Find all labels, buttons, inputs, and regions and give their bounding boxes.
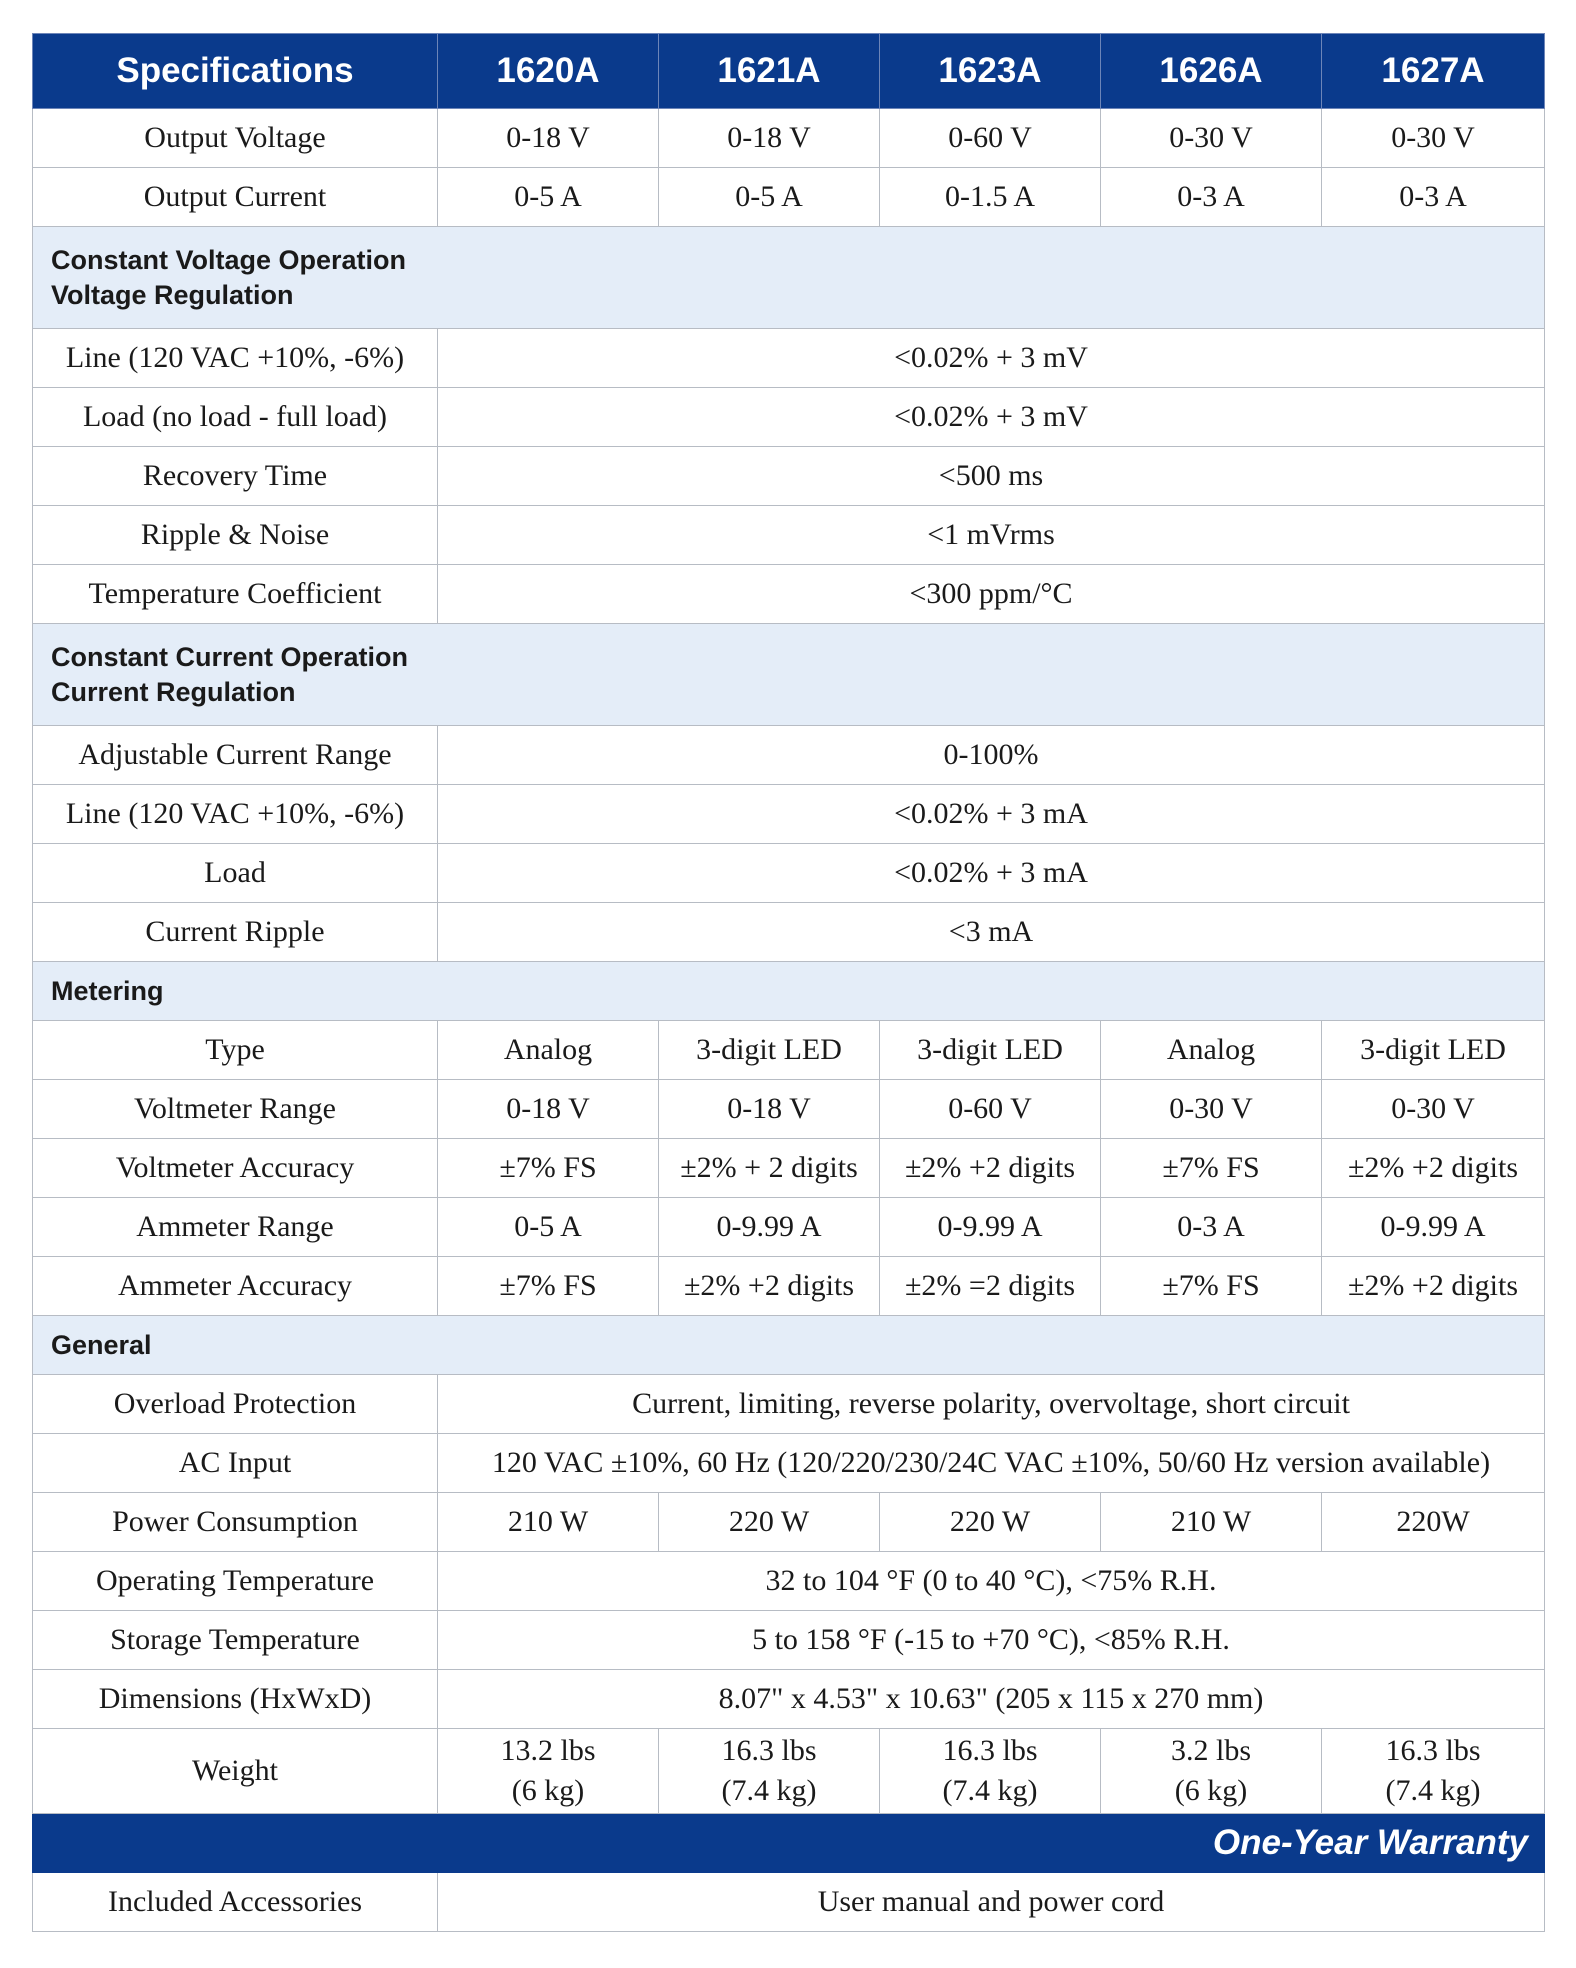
row-temp-coefficient <box>33 565 1545 624</box>
cell-value: 0-3 A <box>1101 168 1322 227</box>
cell-value: 0-30 V <box>1101 1080 1322 1139</box>
row-ammeter-accuracy <box>33 1257 1545 1316</box>
row-label: Recovery Time <box>33 447 438 506</box>
row-included-accessories <box>33 1873 1545 1932</box>
cell-value: ±7% FS <box>438 1257 659 1316</box>
cell-value: 220 W <box>880 1493 1101 1552</box>
row-ac-input <box>33 1434 1545 1493</box>
cell-value: 0-60 V <box>880 1080 1101 1139</box>
warranty-banner <box>33 1814 1545 1873</box>
row-ammeter-range <box>33 1198 1545 1257</box>
cell-value: 0-5 A <box>438 1198 659 1257</box>
row-label: Line (120 VAC +10%, -6%) <box>33 329 438 388</box>
row-label: AC Input <box>33 1434 438 1493</box>
cell-value: <300 ppm/°C <box>438 565 1545 624</box>
cell-value: 0-3 A <box>1101 1198 1322 1257</box>
cell-value: <0.02% + 3 mA <box>438 844 1545 903</box>
weight-lbs: 3.2 lbs <box>1170 1734 1251 1767</box>
weight-kg: (7.4 kg) <box>942 1774 1038 1807</box>
cell-value: ±2% +2 digits <box>659 1257 880 1316</box>
cell-value: 210 W <box>438 1493 659 1552</box>
cell-value: 220 W <box>659 1493 880 1552</box>
row-label: Temperature Coefficient <box>33 565 438 624</box>
header-title: Specifications <box>33 34 438 109</box>
weight-lbs: 16.3 lbs <box>1385 1734 1481 1767</box>
cell-value <box>438 1729 659 1814</box>
cell-value: 0-1.5 A <box>880 168 1101 227</box>
row-cv-line <box>33 329 1545 388</box>
row-cv-load <box>33 388 1545 447</box>
cell-value <box>880 1729 1101 1814</box>
row-label: Weight <box>33 1729 438 1814</box>
row-label: Output Current <box>33 168 438 227</box>
row-label: Ammeter Range <box>33 1198 438 1257</box>
cell-value: <3 mA <box>438 903 1545 962</box>
section-heading <box>33 227 1545 329</box>
cell-value: 0-60 V <box>880 109 1101 168</box>
cell-value: User manual and power cord <box>438 1873 1545 1932</box>
cell-value: ±2% +2 digits <box>1322 1257 1545 1316</box>
section-metering <box>33 962 1545 1021</box>
cell-value: 0-18 V <box>659 109 880 168</box>
cell-value <box>659 1729 880 1814</box>
row-label: Dimensions (HxWxD) <box>33 1670 438 1729</box>
section-constant-current <box>33 624 1545 726</box>
weight-kg: (6 kg) <box>1174 1774 1248 1807</box>
row-ripple-noise <box>33 506 1545 565</box>
model-1621a: 1621A <box>659 34 880 109</box>
row-label: Line (120 VAC +10%, -6%) <box>33 785 438 844</box>
cell-value: 3-digit LED <box>1322 1021 1545 1080</box>
row-dimensions <box>33 1670 1545 1729</box>
cell-value: 220W <box>1322 1493 1545 1552</box>
row-operating-temperature <box>33 1552 1545 1611</box>
cell-value: ±7% FS <box>438 1139 659 1198</box>
cell-value: <500 ms <box>438 447 1545 506</box>
cell-value: 5 to 158 °F (-15 to +70 °C), <85% R.H. <box>438 1611 1545 1670</box>
row-storage-temperature <box>33 1611 1545 1670</box>
cell-value: 3-digit LED <box>880 1021 1101 1080</box>
model-1626a: 1626A <box>1101 34 1322 109</box>
section-title: Metering <box>33 962 1545 1021</box>
row-label: Operating Temperature <box>33 1552 438 1611</box>
cell-value <box>1101 1729 1322 1814</box>
cell-value: 0-100% <box>438 726 1545 785</box>
row-output-current <box>33 168 1545 227</box>
section-constant-voltage <box>33 227 1545 329</box>
cell-value: 0-9.99 A <box>1322 1198 1545 1257</box>
cell-value: ±2% +2 digits <box>1322 1139 1545 1198</box>
row-label: Ripple & Noise <box>33 506 438 565</box>
cell-value: ±2% =2 digits <box>880 1257 1101 1316</box>
cell-value: Analog <box>438 1021 659 1080</box>
row-power-consumption <box>33 1493 1545 1552</box>
row-label: Current Ripple <box>33 903 438 962</box>
row-label: Load <box>33 844 438 903</box>
cell-value: 0-9.99 A <box>659 1198 880 1257</box>
cell-value: Analog <box>1101 1021 1322 1080</box>
row-label: Type <box>33 1021 438 1080</box>
row-meter-type <box>33 1021 1545 1080</box>
row-label: Overload Protection <box>33 1375 438 1434</box>
cell-value: 0-18 V <box>438 109 659 168</box>
cell-value: 0-9.99 A <box>880 1198 1101 1257</box>
cell-value: 0-5 A <box>438 168 659 227</box>
section-subtitle: Current Regulation <box>51 676 296 707</box>
weight-kg: (7.4 kg) <box>721 1774 817 1807</box>
weight-lbs: 13.2 lbs <box>500 1734 596 1767</box>
weight-kg: (6 kg) <box>511 1774 585 1807</box>
row-voltmeter-accuracy <box>33 1139 1545 1198</box>
cell-value: Current, limiting, reverse polarity, overvoltage, short circuit <box>438 1375 1545 1434</box>
cell-value: <0.02% + 3 mV <box>438 388 1545 447</box>
cell-value: <0.02% + 3 mV <box>438 329 1545 388</box>
cell-value: ±2% +2 digits <box>880 1139 1101 1198</box>
row-cc-line <box>33 785 1545 844</box>
header-row <box>33 34 1545 109</box>
row-overload-protection <box>33 1375 1545 1434</box>
row-weight <box>33 1729 1545 1814</box>
model-1627a: 1627A <box>1322 34 1545 109</box>
cell-value: 0-18 V <box>659 1080 880 1139</box>
row-label: Load (no load - full load) <box>33 388 438 447</box>
weight-lbs: 16.3 lbs <box>721 1734 817 1767</box>
row-output-voltage <box>33 109 1545 168</box>
row-current-ripple <box>33 903 1545 962</box>
warranty-text: One-Year Warranty <box>33 1814 1545 1873</box>
weight-lbs: 16.3 lbs <box>942 1734 1038 1767</box>
cell-value: ±2% + 2 digits <box>659 1139 880 1198</box>
row-label: Adjustable Current Range <box>33 726 438 785</box>
row-adjustable-current <box>33 726 1545 785</box>
row-label: Storage Temperature <box>33 1611 438 1670</box>
model-1623a: 1623A <box>880 34 1101 109</box>
cell-value: 0-30 V <box>1322 1080 1545 1139</box>
row-label: Output Voltage <box>33 109 438 168</box>
section-subtitle: Voltage Regulation <box>51 279 294 310</box>
cell-value: ±7% FS <box>1101 1257 1322 1316</box>
cell-value <box>1322 1729 1545 1814</box>
section-general <box>33 1316 1545 1375</box>
row-cc-load <box>33 844 1545 903</box>
cell-value: 120 VAC ±10%, 60 Hz (120/220/230/24C VAC ±10%, 50/60 Hz version available) <box>438 1434 1545 1493</box>
spec-table <box>32 33 1545 1932</box>
cell-value: 0-30 V <box>1322 109 1545 168</box>
section-title: Constant Voltage Operation <box>51 244 407 275</box>
cell-value: 3-digit LED <box>659 1021 880 1080</box>
weight-kg: (7.4 kg) <box>1385 1774 1481 1807</box>
cell-value: 0-18 V <box>438 1080 659 1139</box>
cell-value: 0-3 A <box>1322 168 1545 227</box>
row-label: Voltmeter Accuracy <box>33 1139 438 1198</box>
cell-value: 8.07" x 4.53" x 10.63" (205 x 115 x 270 mm) <box>438 1670 1545 1729</box>
row-label: Power Consumption <box>33 1493 438 1552</box>
cell-value: <1 mVrms <box>438 506 1545 565</box>
model-1620a: 1620A <box>438 34 659 109</box>
section-title: Constant Current Operation <box>51 641 409 672</box>
row-label: Included Accessories <box>33 1873 438 1932</box>
section-title: General <box>33 1316 1545 1375</box>
cell-value: 210 W <box>1101 1493 1322 1552</box>
cell-value: <0.02% + 3 mA <box>438 785 1545 844</box>
cell-value: 32 to 104 °F (0 to 40 °C), <75% R.H. <box>438 1552 1545 1611</box>
section-heading <box>33 624 1545 726</box>
cell-value: ±7% FS <box>1101 1139 1322 1198</box>
row-label: Ammeter Accuracy <box>33 1257 438 1316</box>
row-label: Voltmeter Range <box>33 1080 438 1139</box>
cell-value: 0-30 V <box>1101 109 1322 168</box>
row-recovery-time <box>33 447 1545 506</box>
cell-value: 0-5 A <box>659 168 880 227</box>
row-voltmeter-range <box>33 1080 1545 1139</box>
